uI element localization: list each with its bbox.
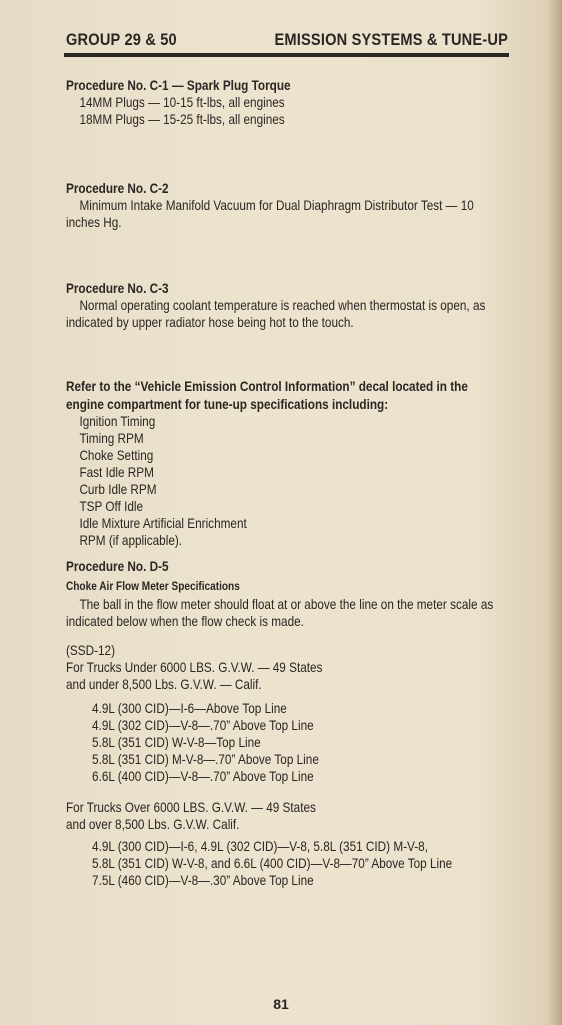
header-section: EMISSION SYSTEMS & TUNE-UP: [274, 30, 509, 49]
spec-item: Idle Mixture Artificial Enrichment: [79, 515, 247, 531]
over-spec-item: 5.8L (351 CID) W-V-8, and 6.6L (400 CID)—V-8—70” Above Top Line: [92, 855, 453, 871]
refer-title-line: Refer to the “Vehicle Emission Control Information” decal located in the: [66, 378, 468, 394]
under-spec-item: 4.9L (302 CID)—V-8—.70” Above Top Line: [92, 717, 314, 733]
c1-line: 14MM Plugs — 10-15 ft-lbs, all engines: [79, 94, 285, 110]
over-spec-item: 4.9L (300 CID)—I-6, 4.9L (302 CID)—V-8, 5.8L (351 CID) M-V-8,: [92, 838, 428, 854]
c2-line: inches Hg.: [66, 214, 122, 230]
over-spec-item: 7.5L (460 CID)—V-8—.30” Above Top Line: [92, 872, 314, 888]
c1-line: 18MM Plugs — 15-25 ft-lbs, all engines: [79, 111, 285, 127]
procedure-d5: [66, 557, 520, 889]
spec-item: Curb Idle RPM: [79, 481, 157, 497]
refer-decal-section: [66, 377, 520, 549]
page-edge-shadow: [548, 0, 562, 1025]
c3-line: Normal operating coolant temperature is reached when thermostat is open, as: [79, 297, 486, 313]
refer-title-line: engine compartment for tune-up specifications including:: [66, 396, 389, 412]
ssd-reference: (SSD-12): [66, 642, 116, 658]
spec-item: Ignition Timing: [79, 413, 156, 429]
procedure-c1: [66, 76, 520, 128]
d5-line: indicated below when the flow check is made.: [66, 613, 304, 629]
d5-line: The ball in the flow meter should float at or above the line on the meter scale as: [79, 596, 494, 612]
under-weight-line: and under 8,500 Lbs. G.V.W. — Calif.: [66, 676, 262, 692]
over-weight-line: For Trucks Over 6000 LBS. G.V.W. — 49 States: [66, 799, 316, 815]
under-spec-item: 6.6L (400 CID)—V-8—.70” Above Top Line: [92, 768, 314, 784]
under-weight-line: For Trucks Under 6000 LBS. G.V.W. — 49 States: [66, 659, 323, 675]
under-spec-item: 5.8L (351 CID) W-V-8—Top Line: [92, 734, 261, 750]
spec-item: Fast Idle RPM: [79, 464, 154, 480]
procedure-c3-title: Procedure No. C-3: [66, 280, 169, 296]
procedure-c3: [66, 279, 520, 331]
spec-item: RPM (if applicable).: [79, 532, 183, 548]
under-spec-item: 4.9L (300 CID)—I-6—Above Top Line: [92, 700, 287, 716]
over-weight-line: and over 8,500 Lbs. G.V.W. Calif.: [66, 816, 240, 832]
under-spec-item: 5.8L (351 CID) M-V-8—.70” Above Top Line: [92, 751, 319, 767]
c3-line: indicated by upper radiator hose being hot to the touch.: [66, 314, 354, 330]
header-group: GROUP 29 & 50: [66, 30, 177, 49]
header-rule: [64, 53, 509, 57]
spec-item: Choke Setting: [79, 447, 154, 463]
procedure-c2: [66, 179, 520, 231]
procedure-d5-subtitle: Choke Air Flow Meter Specifications: [66, 579, 240, 593]
page-number: 81: [273, 996, 289, 1012]
spec-item: Timing RPM: [79, 430, 144, 446]
c2-line: Minimum Intake Manifold Vacuum for Dual Diaphragm Distributor Test — 10: [79, 197, 474, 213]
procedure-c2-title: Procedure No. C-2: [66, 180, 169, 196]
procedure-d5-title: Procedure No. D-5: [66, 558, 169, 574]
procedure-c1-title: Procedure No. C-1 — Spark Plug Torque: [66, 77, 291, 93]
spec-item: TSP Off Idle: [79, 498, 144, 514]
running-header: [66, 30, 508, 50]
